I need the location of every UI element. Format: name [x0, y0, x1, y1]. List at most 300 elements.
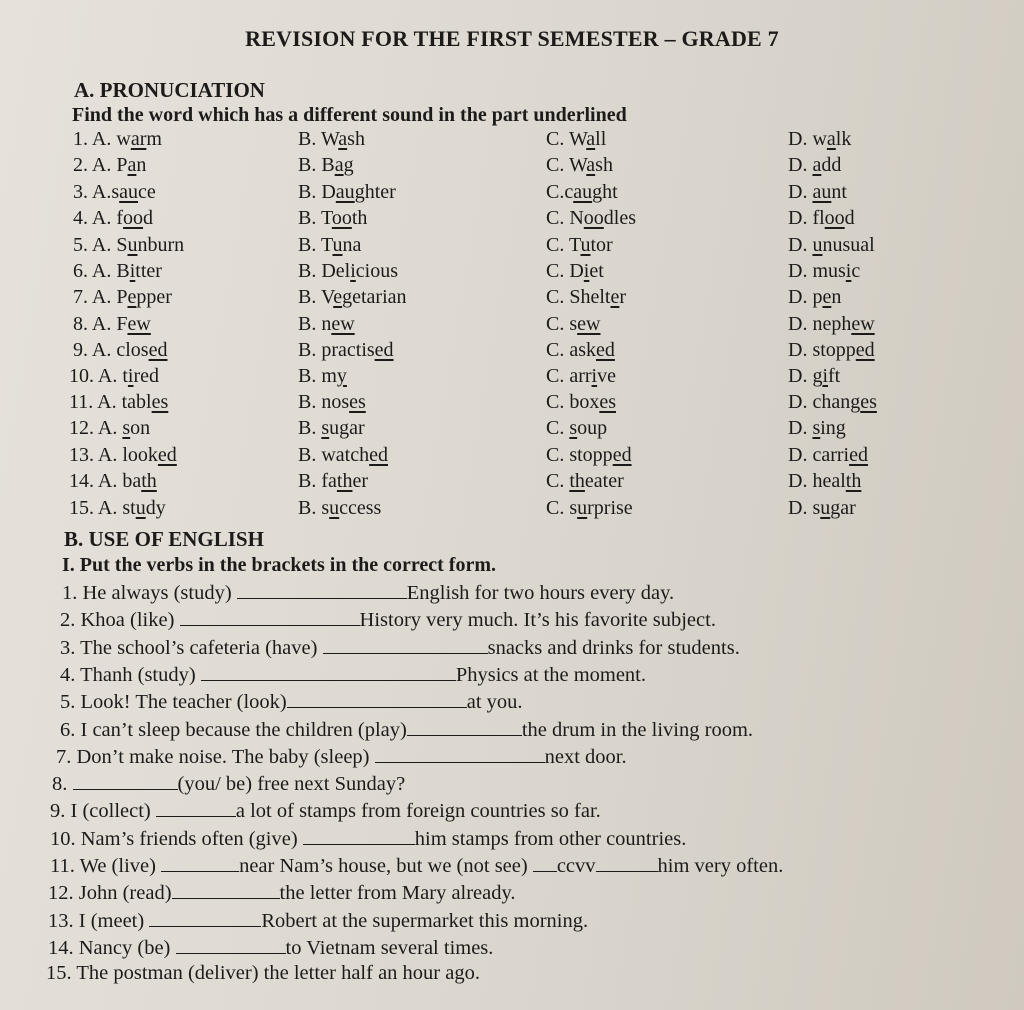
- question-text: 12. John (read): [48, 882, 172, 905]
- word-part: s: [569, 312, 578, 335]
- word-part: n: [321, 312, 332, 335]
- verb-question: [60, 717, 753, 745]
- word-part: w: [116, 128, 131, 150]
- verb-question: [50, 798, 601, 826]
- option-b: [298, 417, 365, 440]
- option-label: C.: [546, 417, 570, 440]
- underlined-sound: es: [151, 391, 169, 413]
- pronunciation-question: [0, 234, 1024, 260]
- word-part: red: [133, 364, 160, 387]
- question-number: 3.: [73, 180, 92, 203]
- underlined-sound: th: [845, 470, 862, 493]
- option-label: C.: [546, 391, 570, 413]
- option-label: C.: [546, 260, 570, 282]
- word-part: tter: [135, 260, 162, 282]
- underlined-sound: au: [335, 180, 355, 203]
- word-part: N: [569, 207, 584, 230]
- option-label: A.: [91, 180, 112, 203]
- underlined-sound: oo: [824, 207, 845, 230]
- underlined-sound: oo: [123, 207, 144, 230]
- option-d: [788, 260, 860, 283]
- option-label: C.: [546, 286, 570, 309]
- word-part: eater: [584, 470, 624, 493]
- word-part: practis: [321, 339, 375, 362]
- word-part: T: [320, 233, 333, 256]
- underlined-sound: e: [610, 286, 620, 309]
- underlined-sound: u: [332, 233, 343, 256]
- option-d: [788, 286, 841, 309]
- option-label: D.: [788, 207, 813, 230]
- answer-blank[interactable]: [287, 689, 467, 708]
- word-part: D: [321, 180, 336, 203]
- underlined-sound: ew: [331, 312, 355, 335]
- question-text: him stamps from other countries.: [414, 827, 687, 850]
- word-part: dd: [821, 154, 842, 177]
- question-number: 12.: [69, 417, 98, 440]
- option-d: [788, 234, 875, 257]
- section-b-heading: B. USE OF ENGLISH: [64, 527, 264, 551]
- option-b: [298, 497, 381, 520]
- word-part: r: [619, 286, 627, 309]
- word-part: P: [116, 286, 128, 309]
- word-part: box: [569, 391, 600, 413]
- question-number: 14.: [69, 470, 98, 493]
- option-b: [298, 260, 398, 283]
- option-c: [546, 154, 613, 177]
- underlined-sound: ed: [849, 443, 868, 466]
- underlined-sound: oo: [583, 207, 604, 230]
- pronunciation-question: [0, 154, 1024, 180]
- word-part: n: [831, 286, 842, 309]
- option-label: A.: [91, 286, 117, 309]
- option-b: [298, 128, 365, 151]
- option-a: [73, 154, 146, 177]
- word-part: carri: [812, 443, 850, 466]
- underlined-sound: oo: [331, 207, 352, 230]
- underlined-sound: s: [321, 417, 330, 440]
- option-a: [73, 234, 184, 257]
- word-part: arr: [569, 364, 592, 387]
- question-number: 7.: [73, 286, 92, 309]
- word-part: B: [116, 260, 130, 282]
- word-part: sh: [595, 154, 613, 177]
- question-text: Robert at the supermarket this morning.: [261, 909, 589, 932]
- word-part: g: [343, 154, 354, 177]
- answer-blank[interactable]: [172, 880, 280, 899]
- underlined-sound: u: [127, 233, 138, 256]
- option-label: C.: [546, 233, 569, 256]
- option-label: B.: [298, 128, 321, 150]
- question-text: Physics at the moment.: [455, 663, 647, 686]
- question-text: 15. The postman (deliver): [46, 962, 264, 985]
- question-number: 4.: [73, 207, 92, 230]
- option-d: [788, 470, 861, 493]
- answer-blank[interactable]: [303, 826, 415, 845]
- word-part: chang: [812, 391, 861, 413]
- option-label: D.: [788, 496, 813, 519]
- option-label: B.: [298, 180, 322, 203]
- question-text: snacks and drinks for students.: [487, 636, 740, 659]
- answer-blank[interactable]: [180, 607, 360, 626]
- option-c: [546, 444, 632, 467]
- underlined-sound: ew: [851, 312, 875, 335]
- word-part: neph: [812, 312, 852, 335]
- option-label: A.: [97, 443, 123, 466]
- word-part: t: [122, 364, 128, 387]
- answer-blank[interactable]: [201, 662, 456, 681]
- question-number: 9.: [73, 339, 92, 362]
- option-label: A.: [97, 470, 123, 493]
- question-number: 11.: [69, 391, 98, 413]
- word-part: ugar: [329, 417, 365, 440]
- pronunciation-question: [0, 497, 1024, 523]
- option-d: [788, 444, 868, 467]
- option-c: [546, 417, 607, 440]
- question-number: 13.: [69, 443, 98, 466]
- option-d: [788, 339, 875, 362]
- option-label: D.: [788, 312, 813, 335]
- underlined-sound: th: [336, 470, 353, 493]
- word-part: clos: [116, 339, 149, 362]
- option-label: C.: [546, 364, 570, 387]
- word-part: F: [116, 312, 128, 335]
- pronunciation-question: [0, 260, 1024, 286]
- underlined-sound: a: [334, 154, 344, 177]
- option-b: [298, 313, 355, 336]
- option-a: [73, 286, 172, 309]
- word-part: D: [569, 260, 584, 282]
- underlined-sound: u: [580, 233, 591, 256]
- option-c: [546, 181, 618, 204]
- verb-question: [52, 771, 405, 799]
- option-c: [546, 234, 613, 257]
- option-label: A.: [91, 154, 117, 177]
- option-a: [73, 339, 167, 362]
- option-c: [546, 286, 626, 309]
- word-part: ccess: [339, 496, 382, 519]
- option-c: [546, 128, 606, 151]
- word-part: m: [321, 364, 337, 387]
- underlined-sound: ed: [855, 339, 875, 362]
- verb-question: [60, 662, 646, 690]
- option-label: C.: [546, 443, 570, 466]
- pronunciation-question: [0, 365, 1024, 391]
- word-part: heal: [812, 470, 846, 493]
- word-part: watch: [321, 443, 370, 466]
- word-part: look: [122, 443, 158, 466]
- underlined-sound: a: [127, 154, 137, 177]
- underlined-sound: u: [135, 496, 146, 519]
- word-part: fa: [321, 470, 337, 493]
- word-part: pper: [136, 286, 172, 309]
- option-b: [298, 391, 366, 414]
- option-b: [298, 234, 361, 257]
- word-part: P: [116, 154, 128, 177]
- word-part: V: [320, 286, 334, 309]
- word-part: p: [812, 286, 823, 309]
- answer-blank[interactable]: [149, 908, 261, 927]
- word-part: w: [812, 128, 827, 150]
- verb-question: [56, 744, 627, 772]
- underlined-sound: y: [336, 364, 347, 387]
- underlined-sound: au: [573, 180, 593, 203]
- word-part: tabl: [121, 391, 152, 413]
- option-label: A.: [97, 391, 122, 413]
- pronunciation-question: [0, 181, 1024, 207]
- section-a-heading: A. PRONUCIATION: [74, 78, 265, 102]
- option-label: D.: [788, 128, 813, 150]
- option-label: D.: [788, 470, 813, 493]
- word-part: st: [122, 496, 136, 519]
- question-text: (you/ be) free next Sunday?: [177, 773, 406, 796]
- option-label: C.: [546, 128, 569, 150]
- option-b: [298, 154, 354, 177]
- option-a: [69, 470, 157, 493]
- word-part: stopp: [812, 339, 856, 362]
- verb-question: [46, 962, 480, 990]
- answer-blank[interactable]: [237, 580, 407, 599]
- word-part: s: [569, 496, 578, 519]
- option-label: A.: [97, 417, 123, 440]
- document-title: REVISION FOR THE FIRST SEMESTER – GRADE 7: [245, 26, 779, 51]
- option-label: D.: [788, 443, 813, 466]
- verb-question: [48, 908, 588, 936]
- word-part: ce: [138, 180, 156, 203]
- option-a: [73, 181, 156, 204]
- option-label: A.: [97, 364, 123, 387]
- handwritten-answer: ccvv: [556, 855, 596, 877]
- option-label: D.: [788, 417, 813, 440]
- option-c: [546, 313, 600, 336]
- word-part: s: [111, 180, 120, 203]
- pronunciation-question: [0, 339, 1024, 365]
- question-text: 14. Nancy (be): [48, 936, 176, 959]
- answer-blank[interactable]: [73, 771, 178, 790]
- underlined-sound: ew: [127, 312, 151, 335]
- question-text: 4. Thanh (study): [60, 663, 201, 686]
- underlined-sound: a: [338, 128, 348, 150]
- word-part: ghter: [354, 180, 396, 203]
- word-part: nt: [831, 180, 847, 203]
- underlined-sound: s: [569, 417, 578, 440]
- underlined-sound: ed: [369, 443, 388, 466]
- option-label: B.: [298, 260, 322, 282]
- option-label: B.: [298, 233, 321, 256]
- option-d: [788, 128, 851, 151]
- word-part: T: [568, 233, 581, 256]
- question-text: 2. Khoa (like): [60, 609, 180, 632]
- word-part: W: [320, 128, 339, 150]
- option-label: A.: [91, 128, 117, 150]
- verb-question: [48, 935, 493, 963]
- answer-blank[interactable]: [533, 853, 557, 872]
- underlined-sound: u: [577, 496, 588, 519]
- pronunciation-question: [0, 128, 1024, 154]
- answer-blank[interactable]: [176, 935, 286, 954]
- word-part: er: [352, 470, 368, 493]
- word-part: ght: [592, 180, 618, 203]
- option-label: C.: [546, 470, 570, 493]
- verb-question: [60, 689, 523, 717]
- pronunciation-question: [0, 391, 1024, 417]
- underlined-sound: i: [822, 364, 829, 387]
- underlined-sound: es: [599, 391, 617, 413]
- word-part: lk: [835, 128, 852, 150]
- question-number: 15.: [69, 496, 98, 519]
- option-a: [69, 417, 150, 440]
- option-label: D.: [788, 391, 813, 413]
- option-a: [73, 128, 162, 151]
- option-c: [546, 470, 624, 493]
- option-label: A.: [91, 260, 117, 282]
- option-c: [546, 365, 616, 388]
- option-label: A.: [97, 496, 123, 519]
- option-a: [69, 391, 168, 414]
- question-number: 8.: [73, 312, 92, 335]
- verb-question: [60, 635, 740, 663]
- option-a: [69, 497, 166, 520]
- answer-blank[interactable]: [375, 744, 545, 763]
- option-d: [788, 497, 856, 520]
- word-part: rprise: [587, 496, 633, 519]
- underlined-sound: ew: [577, 312, 601, 335]
- option-a: [69, 444, 177, 467]
- underlined-sound: au: [812, 180, 832, 203]
- word-part: ing: [820, 417, 846, 440]
- underlined-sound: a: [586, 128, 596, 150]
- underlined-sound: es: [349, 391, 366, 413]
- option-c: [546, 497, 633, 520]
- word-part: et: [589, 260, 604, 282]
- underlined-sound: th: [141, 470, 157, 493]
- option-label: A.: [91, 312, 117, 335]
- underlined-sound: ed: [157, 443, 177, 466]
- option-label: B.: [298, 496, 322, 519]
- option-label: C.: [546, 339, 570, 362]
- option-d: [788, 154, 841, 177]
- verb-question: [60, 607, 716, 635]
- word-part: Shelt: [569, 286, 611, 309]
- underlined-sound: u: [812, 233, 823, 256]
- question-text: to Vietnam several times.: [285, 936, 494, 959]
- underlined-sound: au: [119, 180, 139, 203]
- word-part: mus: [812, 260, 846, 282]
- verb-question: [50, 826, 686, 854]
- question-text: next door.: [544, 745, 627, 768]
- word-part: fl: [812, 207, 825, 230]
- option-b: [298, 286, 407, 309]
- underlined-sound: a: [826, 128, 836, 150]
- question-text: 1. He always (study): [62, 582, 237, 604]
- answer-blank[interactable]: [156, 798, 236, 817]
- option-label: B.: [298, 339, 322, 362]
- option-d: [788, 417, 846, 440]
- word-part: c: [851, 260, 861, 282]
- option-a: [73, 207, 153, 230]
- question-text: 11. We (live): [50, 855, 162, 877]
- option-c: [546, 391, 616, 414]
- underlined-sound: ed: [612, 443, 632, 466]
- underlined-sound: ar: [130, 128, 147, 150]
- underlined-sound: e: [127, 286, 137, 309]
- option-label: C.: [546, 312, 570, 335]
- underlined-sound: u: [820, 496, 831, 519]
- word-part: ba: [122, 470, 142, 493]
- option-a: [73, 260, 162, 283]
- word-part: nusual: [822, 233, 875, 256]
- word-part: th: [351, 207, 368, 230]
- word-part: W: [568, 154, 587, 177]
- answer-blank[interactable]: [323, 635, 488, 654]
- underlined-sound: i: [583, 260, 590, 282]
- word-part: getarian: [342, 286, 407, 309]
- option-label: D.: [788, 339, 813, 362]
- option-label: C.: [546, 154, 569, 177]
- underlined-sound: i: [591, 364, 598, 387]
- word-part: B: [321, 154, 335, 177]
- answer-blank[interactable]: [161, 853, 239, 872]
- option-label: D.: [788, 364, 813, 387]
- question-text: 9. I (collect): [50, 800, 156, 823]
- word-part: n: [136, 154, 147, 177]
- option-d: [788, 391, 877, 414]
- word-part: cious: [355, 260, 399, 282]
- question-number: 5.: [73, 233, 92, 256]
- question-text: 7. Don’t make noise. The baby (sleep): [56, 745, 375, 768]
- word-part: m: [146, 128, 162, 150]
- option-label: A.: [91, 207, 117, 230]
- underlined-sound: i: [129, 260, 136, 282]
- option-label: C.: [546, 496, 570, 519]
- option-d: [788, 365, 840, 388]
- option-label: A.: [91, 339, 117, 362]
- pronunciation-question: [0, 470, 1024, 496]
- question-text: the letter half an hour ago.: [263, 962, 480, 985]
- answer-blank[interactable]: [596, 853, 658, 872]
- section-b-instruction: I. Put the verbs in the brackets in the correct form.: [62, 554, 496, 576]
- section-a-instruction: Find the word which has a different sound in the part underlined: [72, 104, 627, 126]
- option-label: C.: [546, 180, 565, 203]
- underlined-sound: e: [333, 286, 343, 309]
- question-text: near Nam’s house, but we (not see): [239, 855, 533, 877]
- option-label: D.: [788, 154, 813, 177]
- word-part: c: [564, 180, 574, 203]
- pronunciation-question: [0, 207, 1024, 233]
- answer-blank[interactable]: [407, 717, 522, 736]
- option-b: [298, 470, 368, 493]
- option-label: D.: [788, 260, 813, 282]
- option-label: B.: [298, 417, 322, 440]
- option-c: [546, 260, 604, 283]
- question-text: 13. I (meet): [48, 909, 150, 932]
- underlined-sound: th: [569, 470, 585, 493]
- word-part: gar: [830, 496, 856, 519]
- word-part: g: [812, 364, 823, 387]
- question-text: the letter from Mary already.: [279, 882, 516, 905]
- question-number: 2.: [73, 154, 92, 177]
- word-part: ll: [595, 128, 607, 150]
- pronunciation-question: [0, 417, 1024, 443]
- underlined-sound: a: [586, 154, 596, 177]
- option-label: B.: [298, 286, 321, 309]
- option-label: B.: [298, 470, 322, 493]
- pronunciation-question: [0, 286, 1024, 312]
- word-part: S: [116, 233, 128, 256]
- option-label: B.: [298, 364, 322, 387]
- option-label: B.: [298, 154, 322, 177]
- word-part: on: [130, 417, 151, 440]
- option-label: D.: [788, 180, 813, 203]
